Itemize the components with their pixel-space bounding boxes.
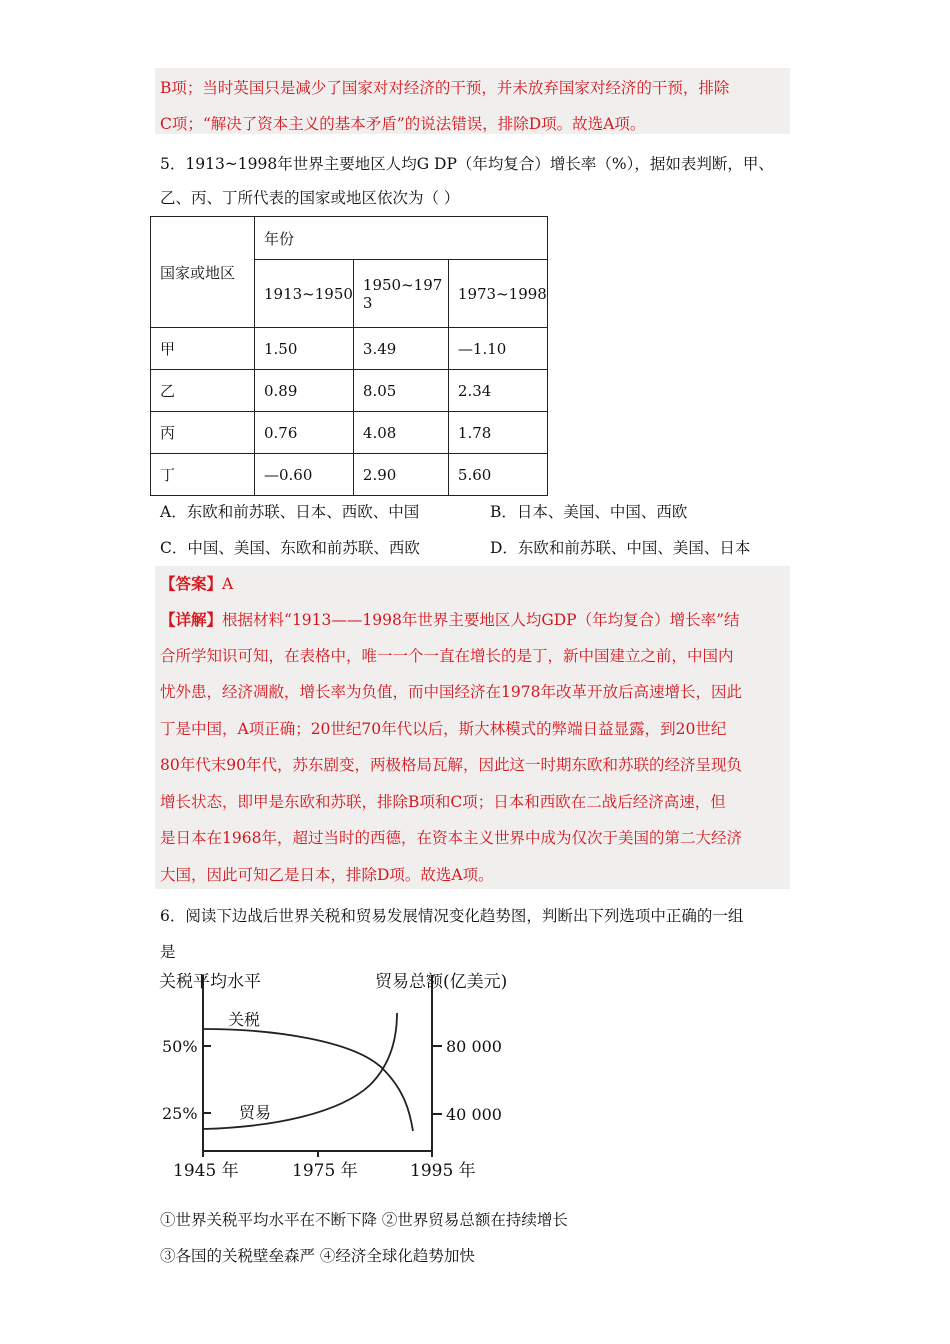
answer-label: 【答案】 bbox=[160, 574, 223, 593]
question-6-stem: 是 bbox=[160, 943, 176, 961]
option-c: C．中国、美国、东欧和前苏联、西欧 bbox=[160, 539, 420, 557]
table-cell: —1.10 bbox=[448, 328, 547, 370]
table-row-label: 甲 bbox=[151, 328, 255, 370]
table-header-region: 国家或地区 bbox=[151, 217, 255, 328]
x-tick-label: 1975 年 bbox=[292, 1161, 358, 1181]
detail-line bbox=[160, 608, 740, 630]
tariff-trade-chart bbox=[155, 965, 515, 1183]
table-row-label: 丁 bbox=[151, 454, 255, 496]
answer-line bbox=[160, 572, 233, 594]
table-cell: —0.60 bbox=[255, 454, 354, 496]
detail-line: 合所学知识可知，在表格中，唯一一个一直在增长的是丁，新中国建立之前，中国内 bbox=[160, 647, 734, 665]
table-cell: 2.90 bbox=[353, 454, 448, 496]
table-row bbox=[151, 412, 548, 454]
statements-line: ③各国的关税壁垒森严 ④经济全球化趋势加快 bbox=[160, 1247, 475, 1265]
option-b: B．日本、美国、中国、西欧 bbox=[490, 503, 688, 521]
right-axis-label: 贸易总额(亿美元) bbox=[375, 972, 508, 992]
table-cell: 1.50 bbox=[255, 328, 354, 370]
table-cell: 4.08 bbox=[353, 412, 448, 454]
table-header-year: 年份 bbox=[255, 217, 548, 260]
table-header-period: 1913~1950 bbox=[255, 260, 354, 328]
option-d: D．东欧和前苏联、中国、美国、日本 bbox=[490, 539, 751, 557]
answer-block bbox=[155, 566, 790, 889]
option-a: A．东欧和前苏联、日本、西欧、中国 bbox=[160, 503, 420, 521]
detail-label: 【详解】 bbox=[160, 610, 223, 629]
table-header-period: 1950~197 3 bbox=[353, 260, 448, 328]
series-label-tariff: 关税 bbox=[228, 1010, 261, 1029]
table-cell: 5.60 bbox=[448, 454, 547, 496]
x-tick-label: 1995 年 bbox=[410, 1161, 476, 1181]
right-tick-label: 80 000 bbox=[446, 1037, 502, 1056]
detail-line: 80年代末90年代，苏东剧变，两极格局瓦解，因此这一时期东欧和苏联的经济呈现负 bbox=[160, 756, 742, 774]
table-row bbox=[151, 370, 548, 412]
series-label-trade: 贸易 bbox=[239, 1103, 272, 1122]
table-cell: 0.89 bbox=[255, 370, 354, 412]
table-cell: 3.49 bbox=[353, 328, 448, 370]
explanation-line: C项；“解决了资本主义的基本矛盾”的说法错误，排除D项。故选A项。 bbox=[160, 115, 646, 133]
answer-value: A bbox=[222, 575, 234, 593]
right-tick-label: 40 000 bbox=[446, 1105, 502, 1124]
statements-line: ①世界关税平均水平在不断下降 ②世界贸易总额在持续增长 bbox=[160, 1211, 568, 1229]
table-cell: 1.78 bbox=[448, 412, 547, 454]
table-cell: 0.76 bbox=[255, 412, 354, 454]
table-row-label: 丙 bbox=[151, 412, 255, 454]
detail-line: 增长状态，即甲是东欧和苏联，排除B项和C项；日本和西欧在二战后经济高速，但 bbox=[160, 793, 726, 811]
question-5-stem: 5．1913~1998年世界主要地区人均G DP（年均复合）增长率（%），据如表判断，甲、 bbox=[160, 155, 774, 173]
left-tick-label: 50% bbox=[162, 1037, 198, 1056]
explanation-line: B项；当时英国只是减少了国家对对经济的干预，并未放弃国家对经济的干预，排除 bbox=[160, 79, 730, 97]
table-row-label: 乙 bbox=[151, 370, 255, 412]
left-tick-label: 25% bbox=[162, 1104, 198, 1123]
gdp-growth-table bbox=[150, 216, 548, 496]
question-5-stem: 乙、丙、丁所代表的国家或地区依次为（ ） bbox=[160, 189, 460, 207]
previous-explanation bbox=[155, 68, 790, 134]
table-row bbox=[151, 454, 548, 496]
table-header-period: 1973~1998 bbox=[448, 260, 547, 328]
detail-line: 丁是中国，A项正确；20世纪70年代以后，斯大林模式的弊端日益显露，到20世纪 bbox=[160, 720, 727, 738]
detail-text: 根据材料“1913——1998年世界主要地区人均GDP（年均复合）增长率”结 bbox=[222, 611, 740, 629]
x-tick-label: 1945 年 bbox=[173, 1161, 239, 1181]
question-6-stem: 6．阅读下边战后世界关税和贸易发展情况变化趋势图，判断出下列选项中正确的一组 bbox=[160, 907, 744, 925]
table-row bbox=[151, 328, 548, 370]
table-cell: 2.34 bbox=[448, 370, 547, 412]
detail-line: 是日本在1968年，超过当时的西德，在资本主义世界中成为仅次于美国的第二大经济 bbox=[160, 829, 742, 847]
detail-line: 忧外患，经济凋敝，增长率为负值，而中国经济在1978年改革开放后高速增长，因此 bbox=[160, 683, 742, 701]
table-cell: 8.05 bbox=[353, 370, 448, 412]
detail-line: 大国，因此可知乙是日本，排除D项。故选A项。 bbox=[160, 866, 494, 884]
left-axis-label: 关税平均水平 bbox=[159, 972, 261, 992]
